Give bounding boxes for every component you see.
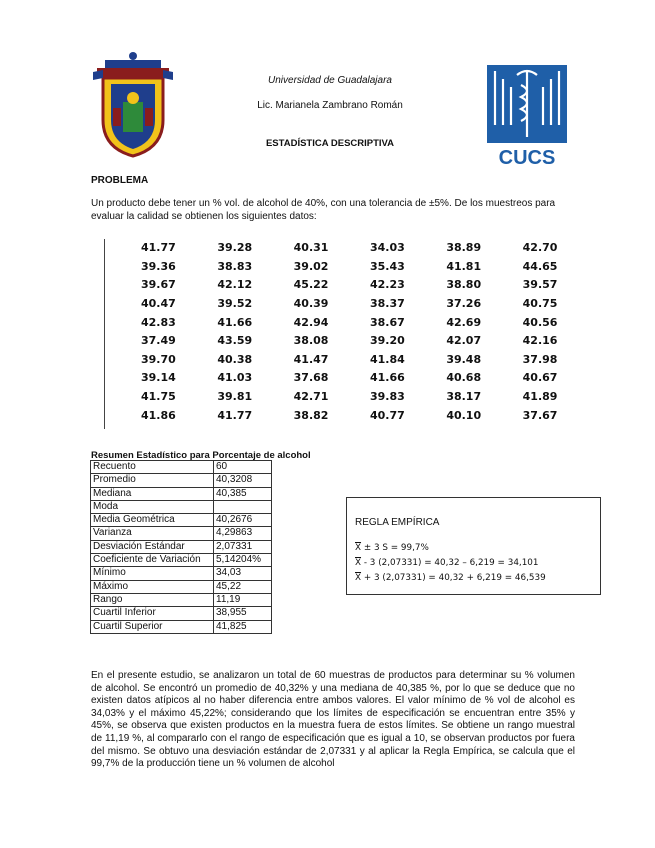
formula-line-1: $\overline{X} \pm 3$ S = 99,7% [355, 543, 429, 553]
data-cell: 39.14 [141, 371, 176, 385]
problem-statement: Un producto debe tener un % vol. de alcohol de 40%, con una tolerancia de ±5%. De los muestreos para evaluar la calidad se obtienen los siguientes datos: [91, 198, 556, 222]
summary-row [91, 514, 272, 527]
data-cell: 39.52 [217, 297, 253, 311]
summary-value: 40,385 [214, 487, 272, 500]
summary-row [91, 500, 272, 513]
data-cell: 40.47 [141, 297, 176, 311]
cucs-logo [487, 65, 567, 167]
summary-label: Mediana [91, 487, 214, 500]
table-row [105, 239, 563, 257]
table-row [105, 313, 563, 332]
data-cell: 38.80 [446, 278, 482, 292]
data-cell: 39.67 [141, 278, 176, 292]
data-cell: 35.43 [369, 259, 405, 273]
data-cell: 41.77 [141, 241, 176, 255]
summary-label: Cuartil Inferior [91, 607, 214, 620]
data-cell: 38.17 [446, 390, 482, 404]
summary-value: 40,2676 [214, 514, 272, 527]
summary-value: 4,29863 [214, 527, 272, 540]
summary-row [91, 474, 272, 487]
data-cell: 40.56 [487, 313, 563, 332]
summary-value: 11,19 [214, 593, 272, 606]
data-cell: 38.37 [369, 297, 405, 311]
data-cell: 41.84 [334, 350, 410, 369]
summary-label: Rango [91, 593, 214, 606]
summary-row [91, 554, 272, 567]
data-cell: 41.66 [181, 313, 257, 332]
data-cell: 40.75 [522, 297, 558, 311]
data-cell: 44.65 [522, 259, 558, 273]
analysis-paragraph: En el presente estudio, se analizaron un total de 60 muestras de productos para determinar su % volumen de alcohol. Se encontró un promedio de 40,32% y una mediana de 40,385 %, por lo que se deduce que no existen datos atípicos al no haber diferencia entre ambos valores. El valor mínimo de % vol de alcohol es 34,03% y el máximo 45,22%; considerando que los límites de especificación se encuentran entre 35% y 45%, se observa que existen productos en la muestra fuera de estos límites. Se obtiene un rango muestral de 11,19 %, al compararlo con el rango de especificación que es igual a 10, se observan productos por fuera del mismo. Se obtuvo una desviación estándar de 2,07331 y al aplicar la Regla Empírica, se calcula que el 99,7% de la producción tiene un % volumen de alcohol [91, 670, 575, 770]
table-row [105, 406, 563, 425]
data-cell: 40.39 [293, 297, 329, 311]
summary-row [91, 620, 272, 633]
university-name: Universidad de Guadalajara [268, 75, 392, 86]
summary-value: 60 [214, 461, 272, 474]
summary-title: Resumen Estadístico para Porcentaje de alcohol [91, 450, 311, 461]
table-row [105, 331, 563, 350]
summary-label: Coeficiente de Variación [91, 554, 214, 567]
table-row [105, 257, 563, 276]
data-cell: 39.20 [369, 334, 405, 348]
summary-label: Promedio [91, 474, 214, 487]
data-cell: 40.10 [446, 408, 482, 422]
data-cell: 42.23 [369, 278, 405, 292]
summary-row [91, 593, 272, 606]
summary-label: Media Geométrica [91, 514, 214, 527]
document-title: ESTADÍSTICA DESCRIPTIVA [265, 138, 395, 149]
data-cell: 41.66 [369, 371, 405, 385]
data-cell: 39.02 [293, 259, 329, 273]
summary-row [91, 540, 272, 553]
summary-label: Cuartil Superior [91, 620, 214, 633]
data-cell: 42.94 [258, 313, 334, 332]
formula-line-2: $\overline{X} - 3$ (2,07331) = 40,32 – 6,219 = 34,101 [355, 558, 539, 568]
data-cell: 42.16 [522, 334, 558, 348]
summary-label: Máximo [91, 580, 214, 593]
summary-value: 45,22 [214, 580, 272, 593]
data-cell: 42.69 [410, 313, 486, 332]
data-cell: 45.22 [293, 278, 329, 292]
table-row [105, 276, 563, 295]
cucs-logo-text: CUCS [498, 147, 556, 167]
summary-value: 34,03 [214, 567, 272, 580]
data-table [104, 239, 563, 429]
data-cell: 37.68 [293, 371, 329, 385]
data-cell: 40.77 [369, 408, 405, 422]
data-cell: 37.49 [141, 334, 176, 348]
summary-row [91, 607, 272, 620]
summary-label: Recuento [91, 461, 214, 474]
summary-table [90, 460, 272, 634]
data-cell: 42.71 [293, 390, 329, 404]
data-cell: 41.75 [141, 390, 176, 404]
summary-label: Varianza [91, 527, 214, 540]
data-cell: 38.89 [446, 241, 482, 255]
formula-line-3: $\overline{X} + 3$ (2,07331) = 40,32 + 6,219 = 46,539 [355, 573, 546, 583]
data-cell: 41.03 [217, 371, 253, 385]
data-cell: 34.03 [369, 241, 405, 255]
data-cell: 39.57 [522, 278, 558, 292]
summary-row [91, 567, 272, 580]
data-cell: 42.12 [217, 278, 253, 292]
summary-value: 5,14204% [214, 554, 272, 567]
data-cell: 39.36 [141, 259, 176, 273]
author-name: Lic. Marianela Zambrano Román [257, 100, 403, 111]
data-cell: 40.67 [522, 371, 558, 385]
summary-value: 38,955 [214, 607, 272, 620]
data-cell: 37.26 [446, 297, 482, 311]
data-cell: 40.38 [181, 350, 257, 369]
data-cell: 39.48 [410, 350, 486, 369]
summary-row [91, 580, 272, 593]
summary-label: Mínimo [91, 567, 214, 580]
data-cell: 37.67 [522, 408, 558, 422]
empirical-rule-box [346, 497, 601, 595]
data-cell: 42.83 [105, 313, 181, 332]
data-cell: 39.70 [105, 350, 181, 369]
data-cell: 41.86 [141, 408, 176, 422]
data-cell: 40.68 [446, 371, 482, 385]
summary-label: Desviación Estándar [91, 540, 214, 553]
data-cell: 39.81 [217, 390, 253, 404]
data-cell: 39.83 [369, 390, 405, 404]
summary-value [214, 500, 272, 513]
university-crest-logo [93, 50, 173, 160]
summary-row [91, 461, 272, 474]
data-cell: 42.07 [446, 334, 482, 348]
empirical-rule-title: REGLA EMPÍRICA [355, 517, 440, 528]
summary-label: Moda [91, 500, 214, 513]
data-cell: 37.98 [487, 350, 563, 369]
data-cell: 41.47 [258, 350, 334, 369]
data-cell: 38.08 [293, 334, 329, 348]
table-row [105, 387, 563, 406]
summary-value: 40,3208 [214, 474, 272, 487]
summary-row [91, 487, 272, 500]
data-cell: 39.28 [217, 241, 253, 255]
table-row [105, 369, 563, 388]
summary-value: 41,825 [214, 620, 272, 633]
data-cell: 41.81 [446, 259, 482, 273]
data-cell: 38.67 [334, 313, 410, 332]
data-cell: 38.82 [293, 408, 329, 422]
problem-heading: PROBLEMA [91, 175, 149, 186]
data-cell: 42.70 [522, 241, 558, 255]
summary-value: 2,07331 [214, 540, 272, 553]
data-cell: 38.83 [217, 259, 253, 273]
data-cell: 41.77 [217, 408, 253, 422]
data-cell: 41.89 [522, 390, 558, 404]
table-row [105, 294, 563, 313]
table-row [105, 350, 563, 369]
data-cell: 43.59 [217, 334, 253, 348]
data-cell: 40.31 [293, 241, 329, 255]
summary-row [91, 527, 272, 540]
